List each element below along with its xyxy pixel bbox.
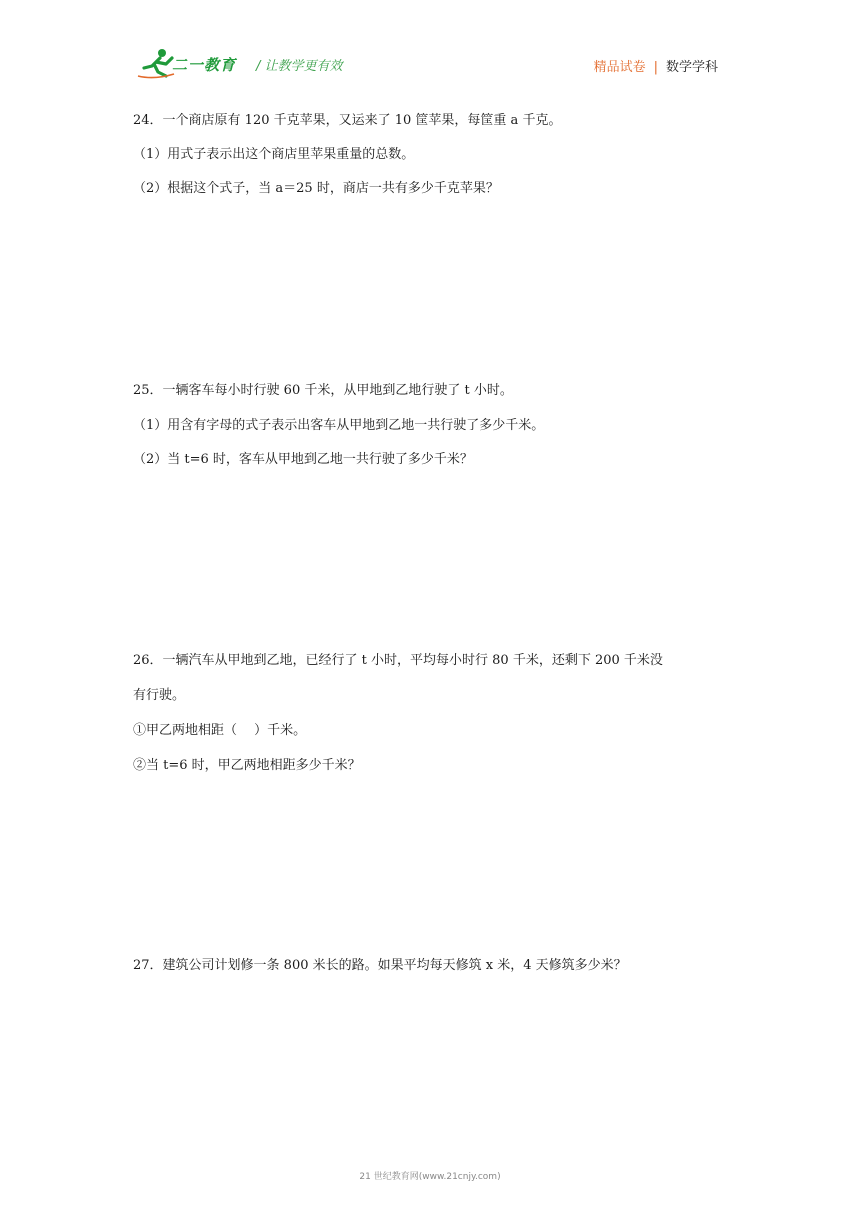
question-stem: 25．一辆客车每小时行驶 60 千米，从甲地到乙地行驶了 t 小时。 [133,383,513,398]
question-stem-continued: 有行驶。 [133,688,186,703]
header-separator: | [653,60,658,75]
question-25 [133,381,733,470]
premium-label: 精品试卷 [593,60,646,75]
question-part: （2）根据这个式子，当 a＝25 时，商店一共有多少千克苹果？ [133,181,499,196]
question-stem: 24．一个商店原有 120 千克苹果，又运来了 10 筐苹果，每筐重 a 千克。 [133,113,562,128]
question-part: ①甲乙两地相距（ ）千米。 [133,723,307,738]
page-footer: 21 世纪教育网(www.21cnjy.com) [359,1172,501,1182]
question-stem: 27．建筑公司计划修一条 800 米长的路。如果平均每天修筑 x 米，4 天修筑多少米？ [133,958,627,973]
brand-name: 二一教育 [172,56,237,74]
question-26 [133,651,733,776]
subject-label: 数学学科 [665,60,718,75]
question-27 [133,956,733,976]
question-24 [133,111,733,199]
question-part: （1）用含有字母的式子表示出客车从甲地到乙地一共行驶了多少千米。 [133,418,545,433]
question-part: （2）当 t=6 时，客车从甲地到乙地一共行驶了多少千米？ [133,452,473,467]
brand-slogan: / 让教学更有效 [256,59,343,74]
question-part: ②当 t=6 时，甲乙两地相距多少千米？ [133,758,361,773]
page-header [0,0,860,90]
header-tags [594,56,718,75]
question-stem: 26．一辆汽车从甲地到乙地，已经行了 t 小时，平均每小时行 80 千米，还剩下 200 千米没 [133,653,663,668]
question-part: （1）用式子表示出这个商店里苹果重量的总数。 [133,147,415,162]
